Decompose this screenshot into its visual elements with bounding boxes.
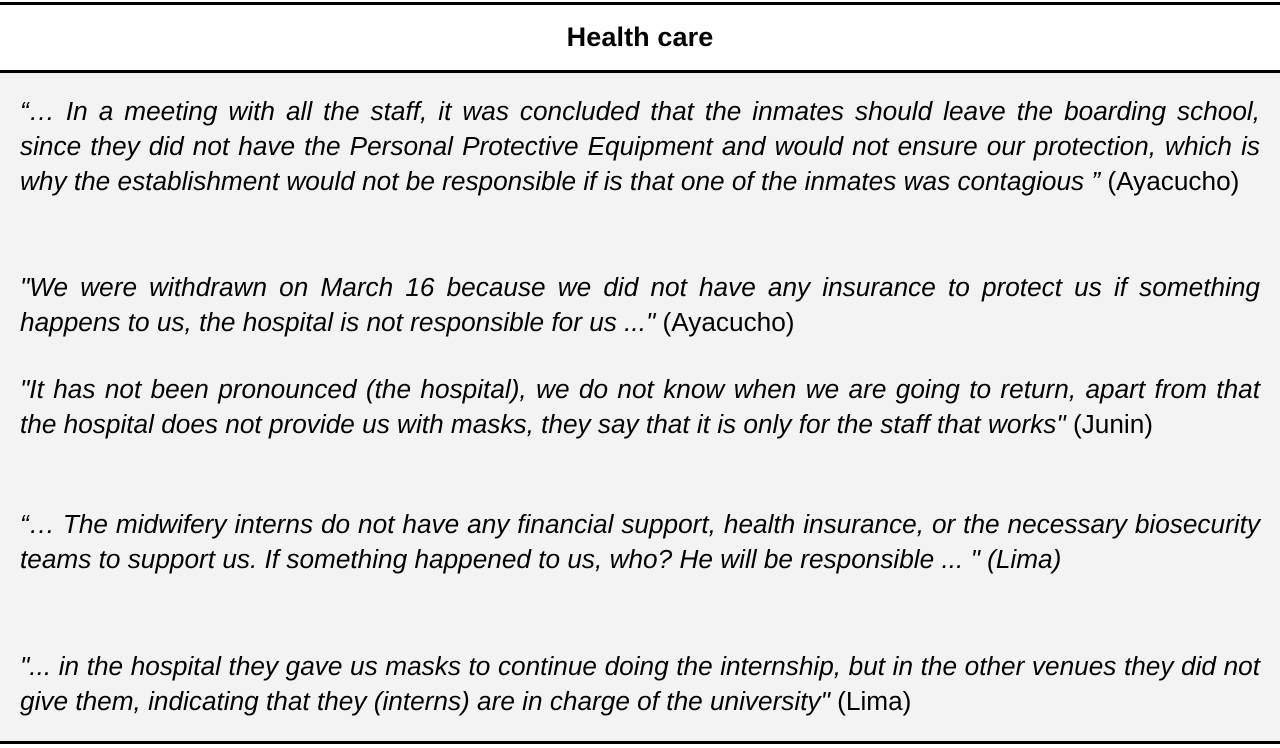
quote-item bbox=[20, 270, 1260, 340]
quote-location: (Ayacucho) bbox=[1107, 166, 1240, 196]
quote-text: "We were withdrawn on March 16 because we did not have any insurance to protect us if something happens to us, the hospital is not responsible for us ..." bbox=[20, 272, 1260, 337]
quote-location: (Lima) bbox=[837, 686, 912, 716]
quote-text: "It has not been pronounced (the hospital), we do not know when we are going to return, apart from that the hospital does not provide us with masks, they say that it is only for the staff that works" bbox=[20, 374, 1260, 439]
quote-item bbox=[20, 507, 1260, 577]
header-title: Health care bbox=[566, 22, 714, 52]
quote-item bbox=[20, 649, 1260, 719]
quote-location: (Ayacucho) bbox=[662, 307, 795, 337]
quote-item bbox=[20, 372, 1260, 442]
bottom-rule bbox=[0, 741, 1280, 744]
quote-location: (Junin) bbox=[1072, 409, 1153, 439]
quote-text: “… The midwifery interns do not have any financial support, health insurance, or the necessary biosecurity teams to support us. If something happened to us, who? He will be responsible ... " (Lima) bbox=[20, 509, 1260, 574]
table-body bbox=[0, 73, 1280, 741]
quote-text: "... in the hospital they gave us masks to continue doing the internship, but in the other venues they did not give them, indicating that they (interns) are in charge of the university" bbox=[20, 651, 1260, 716]
table-header bbox=[0, 5, 1280, 70]
quote-item bbox=[20, 94, 1260, 199]
quote-text: “… In a meeting with all the staff, it was concluded that the inmates should leave the boarding school, since they did not have the Personal Protective Equipment and would not ensure our protection, which is why the establishment would not be responsible if is that one of the inmates was contagious ” bbox=[20, 96, 1260, 196]
